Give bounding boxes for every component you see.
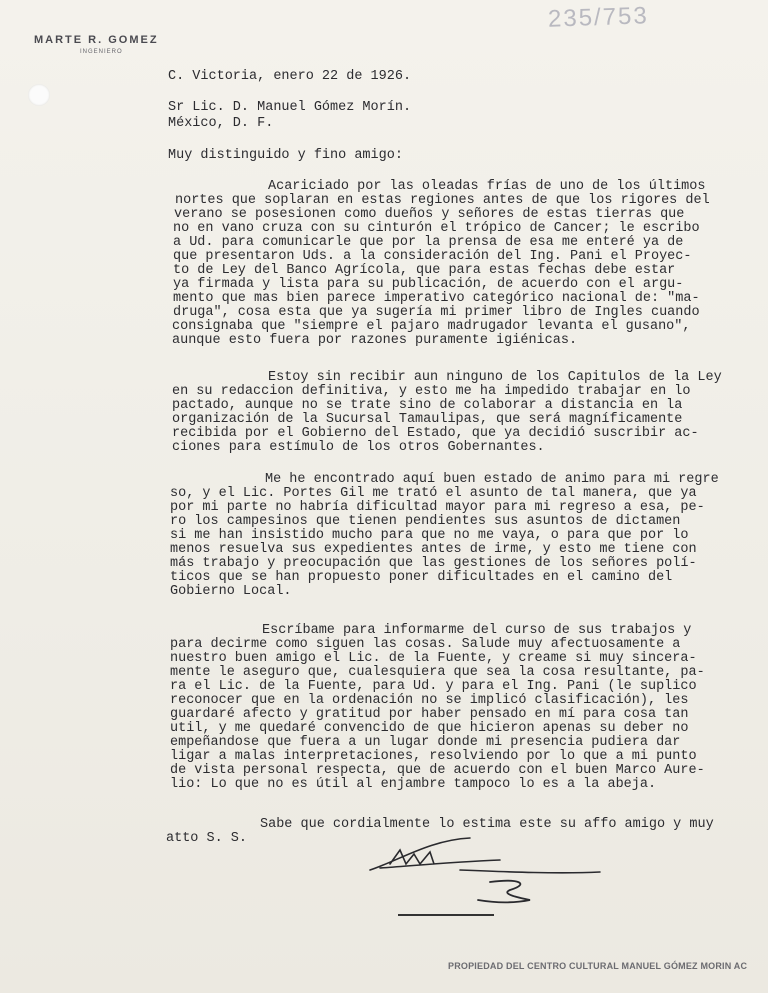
text-line: consignaba que "siempre el pajaro madrugador levanta el gusano",: [172, 319, 691, 334]
text-line: no en vano cruza con su cinturón el trópico de Cancer; le escribo: [173, 221, 700, 236]
text-line: so, y el Lic. Portes Gil me trató el asunto de tal manera, que ya: [170, 486, 697, 501]
punch-hole: [28, 84, 50, 106]
text-line: reconocer que en la ordenación no se implicó clasificación), les: [170, 693, 689, 708]
text-line: Acariciado por las oleadas frías de uno de los últimos: [268, 179, 706, 194]
text-line: druga", cosa esta que ya sugería mi primer libro de Ingles cuando: [173, 305, 700, 320]
text-line: nortes que soplaran en estas regiones antes de que los rigores del: [175, 193, 710, 208]
text-line: mente le aseguro que, cualesquiera que sea la cosa resultante, pa-: [170, 665, 705, 680]
text-line: para decirme como siguen las cosas. Salude muy afectuosamente a: [170, 637, 681, 652]
text-line: ro los campesinos que tienen pendientes sus asuntos de dictamen: [170, 514, 681, 529]
text-line: más trabajo y preocupación que las gestiones de los señores polí-: [170, 556, 697, 571]
text-line: por mi parte no habría dificultad mayor para mi regreso a esa, pe-: [170, 500, 705, 515]
text-line: Estoy sin recibir aun ninguno de los Capitulos de la Ley: [268, 370, 722, 385]
archive-footer: PROPIEDAD DEL CENTRO CULTURAL MANUEL GÓMEZ MORIN AC: [448, 961, 748, 971]
text-line: nuestro buen amigo el Lic. de la Fuente, y creame si muy sincera-: [170, 651, 697, 666]
signature-rule: [398, 914, 494, 916]
handwritten-signature: [360, 830, 610, 910]
text-line: ligar a malas interpretaciones, resolviendo por lo que a mi punto: [170, 749, 697, 764]
text-line: Me he encontrado aquí buen estado de animo para mi regre: [265, 472, 719, 487]
text-line: ya firmada y lista para su publicación, de acuerdo con el argu-: [173, 277, 684, 292]
closing-line: Sabe que cordialmente lo estima este su affo amigo y muy: [260, 817, 714, 832]
archive-reference: 235/753: [547, 2, 650, 33]
text-line: de vista personal respecta, que de acuerdo con el buen Marco Aure-: [170, 763, 705, 778]
text-line: en su redaccion definitiva, y esto me ha impedido trabajar en lo: [172, 384, 691, 399]
text-line: lio: Lo que no es útil al enjambre tampoco lo es a la abeja.: [170, 777, 657, 792]
text-line: verano se posesionen como dueños y señores de estas tierras que: [174, 207, 685, 222]
closing-line: atto S. S.: [166, 831, 248, 846]
text-line: ra el Lic. de la Fuente, para Ud. y para el Ing. Pani (le suplico: [170, 679, 697, 694]
text-line: menos resuelva sus expedientes antes de irme, y esto me tiene con: [170, 542, 697, 557]
text-line: util, y me quedaré convencido de que hicieron apenas su deber no: [170, 721, 689, 736]
text-line: guardaré afecto y gratitud por haber pensado en mí para cosa tan: [170, 707, 689, 722]
letterhead-name: MARTE R. GOMEZ: [34, 34, 159, 46]
text-line: empeñandose que fuera a un lugar donde mi presencia pudiera dar: [170, 735, 681, 750]
letterhead-title: INGENIERO: [80, 49, 123, 55]
text-line: Gobierno Local.: [170, 584, 292, 599]
text-line: aunque esto fuera por razones puramente igiénicas.: [172, 333, 578, 348]
salutation: Muy distinguido y fino amigo:: [168, 148, 403, 163]
text-line: ticos que se han propuesto poner dificultades en el camino del: [170, 570, 673, 585]
text-line: ciones para estímulo de los otros Gobernantes.: [172, 440, 545, 455]
text-line: mento que mas bien parece imperativo categórico nacional de: "ma-: [173, 291, 700, 306]
dateline: C. Victoria, enero 22 de 1926.: [168, 69, 412, 84]
text-line: que presentaron Uds. a la consideración del Ing. Pani el Proyec-: [173, 249, 692, 264]
text-line: recibida por el Gobierno del Estado, que ya decidió suscribir ac-: [172, 426, 699, 441]
text-line: a Ud. para comunicarle que por la prensa de esa me enteré ya de: [173, 235, 684, 250]
recipient-line: Sr Lic. D. Manuel Gómez Morín.: [168, 100, 412, 115]
text-line: to de Ley del Banco Agrícola, que para estas fechas debe estar: [173, 263, 676, 278]
text-line: si me han insistido mucho para que no me vaya, o para que por lo: [170, 528, 689, 543]
recipient-line: México, D. F.: [168, 116, 274, 131]
text-line: Escríbame para informarme del curso de sus trabajos y: [262, 623, 692, 638]
text-line: pactado, aunque no se trate sino de colaborar a distancia en la: [172, 398, 683, 413]
text-line: organización de la Sucursal Tamaulipas, que será magníficamente: [172, 412, 683, 427]
